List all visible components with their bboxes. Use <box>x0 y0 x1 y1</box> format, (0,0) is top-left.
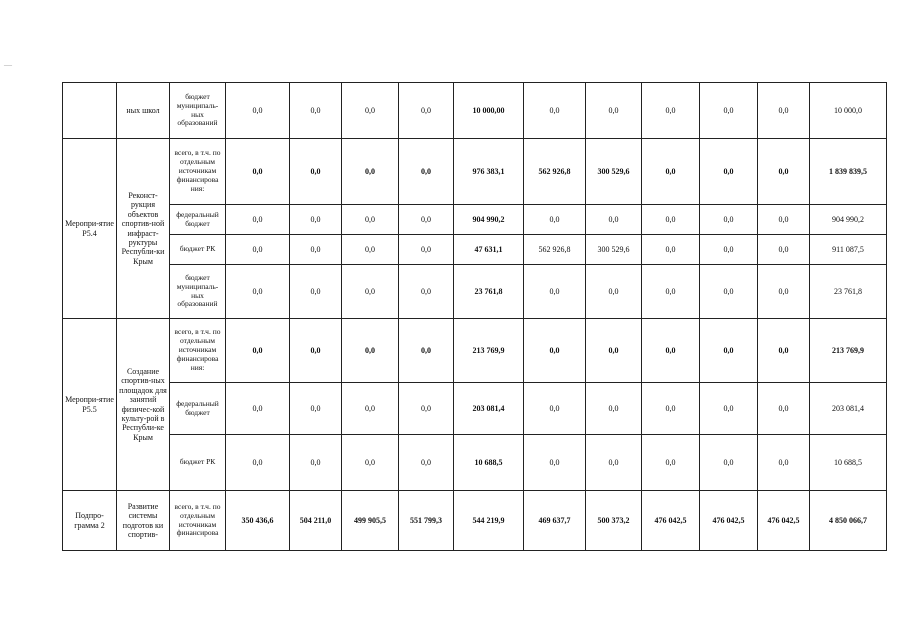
value-cell: 0,0 <box>342 435 399 491</box>
table-row <box>63 319 887 383</box>
value-cell: 0,0 <box>226 319 290 383</box>
value-cell: 0,0 <box>758 83 810 139</box>
value-cell: 0,0 <box>586 435 642 491</box>
value-cell: 0,0 <box>700 83 758 139</box>
budget-table <box>62 82 887 551</box>
table-row <box>63 491 887 551</box>
value-cell: 0,0 <box>342 383 399 435</box>
value-cell: 0,0 <box>290 383 342 435</box>
value-cell: 562 926,8 <box>524 235 586 265</box>
value-cell: 904 990,2 <box>454 205 524 235</box>
table-row <box>63 265 887 319</box>
value-cell: 203 081,4 <box>454 383 524 435</box>
value-cell: 0,0 <box>586 319 642 383</box>
value-cell: 0,0 <box>642 435 700 491</box>
activity-name-cell: Развитие системы подготов ки спортив- <box>117 491 170 551</box>
value-cell: 976 383,1 <box>454 139 524 205</box>
value-cell: 0,0 <box>586 205 642 235</box>
value-cell: 469 637,7 <box>524 491 586 551</box>
value-cell: 0,0 <box>700 265 758 319</box>
value-cell: 213 769,9 <box>810 319 887 383</box>
value-cell: 0,0 <box>642 83 700 139</box>
funding-source-cell: бюджет муниципаль-ных образований <box>170 265 226 319</box>
value-cell: 0,0 <box>399 265 454 319</box>
value-cell: 0,0 <box>226 83 290 139</box>
value-cell: 476 042,5 <box>700 491 758 551</box>
value-cell: 904 990,2 <box>810 205 887 235</box>
value-cell: 10 000,0 <box>810 83 887 139</box>
event-cell: Меропри-ятие Р5.4 <box>63 139 117 319</box>
value-cell: 0,0 <box>586 265 642 319</box>
value-cell: 0,0 <box>586 83 642 139</box>
value-cell: 0,0 <box>226 265 290 319</box>
event-cell <box>63 83 117 139</box>
value-cell: 544 219,9 <box>454 491 524 551</box>
value-cell: 0,0 <box>290 83 342 139</box>
value-cell: 0,0 <box>642 383 700 435</box>
value-cell: 0,0 <box>700 435 758 491</box>
value-cell: 476 042,5 <box>758 491 810 551</box>
value-cell: 0,0 <box>290 235 342 265</box>
value-cell: 0,0 <box>290 205 342 235</box>
value-cell: 10 000,00 <box>454 83 524 139</box>
table-row <box>63 139 887 205</box>
value-cell: 4 850 066,7 <box>810 491 887 551</box>
value-cell: 476 042,5 <box>642 491 700 551</box>
value-cell: 0,0 <box>399 139 454 205</box>
value-cell: 300 529,6 <box>586 139 642 205</box>
value-cell: 10 688,5 <box>810 435 887 491</box>
table-row <box>63 235 887 265</box>
value-cell: 0,0 <box>399 235 454 265</box>
value-cell: 0,0 <box>700 383 758 435</box>
value-cell: 0,0 <box>758 319 810 383</box>
value-cell: 300 529,6 <box>586 235 642 265</box>
value-cell: 0,0 <box>399 435 454 491</box>
funding-source-cell: федеральный бюджет <box>170 205 226 235</box>
value-cell: 0,0 <box>586 383 642 435</box>
value-cell: 1 839 839,5 <box>810 139 887 205</box>
funding-source-cell: бюджет РК <box>170 235 226 265</box>
value-cell: 0,0 <box>399 383 454 435</box>
value-cell: 562 926,8 <box>524 139 586 205</box>
value-cell: 0,0 <box>700 235 758 265</box>
value-cell: 0,0 <box>642 319 700 383</box>
value-cell: 0,0 <box>758 265 810 319</box>
value-cell: 0,0 <box>226 205 290 235</box>
value-cell: 911 087,5 <box>810 235 887 265</box>
value-cell: 0,0 <box>642 265 700 319</box>
funding-source-cell: всего, в т.ч. по отдельным источникам финансирова <box>170 491 226 551</box>
value-cell: 23 761,8 <box>810 265 887 319</box>
funding-source-cell: всего, в т.ч. по отдельным источникам финансирова ния: <box>170 319 226 383</box>
value-cell: 47 631,1 <box>454 235 524 265</box>
value-cell: 0,0 <box>290 319 342 383</box>
value-cell: 0,0 <box>700 139 758 205</box>
value-cell: 0,0 <box>642 205 700 235</box>
value-cell: 500 373,2 <box>586 491 642 551</box>
value-cell: 0,0 <box>758 235 810 265</box>
value-cell: 0,0 <box>399 83 454 139</box>
value-cell: 0,0 <box>700 319 758 383</box>
page-margin-mark: — <box>4 60 12 69</box>
value-cell: 0,0 <box>290 265 342 319</box>
funding-source-cell: бюджет РК <box>170 435 226 491</box>
value-cell: 0,0 <box>700 205 758 235</box>
value-cell: 213 769,9 <box>454 319 524 383</box>
value-cell: 0,0 <box>226 139 290 205</box>
value-cell: 0,0 <box>642 139 700 205</box>
table-row <box>63 383 887 435</box>
value-cell: 0,0 <box>642 235 700 265</box>
value-cell: 0,0 <box>524 383 586 435</box>
event-cell: Подпро-грамма 2 <box>63 491 117 551</box>
activity-name-cell: Реконст-рукция объектов спортив-ной инфраст-руктуры Республи-ки Крым <box>117 139 170 319</box>
funding-source-cell: бюджет муниципаль-ных образований <box>170 83 226 139</box>
value-cell: 0,0 <box>226 383 290 435</box>
value-cell: 0,0 <box>524 435 586 491</box>
activity-name-cell: Создание спортив-ных площадок для занятий физичес-кой культу-рой в Республи-ке Крым <box>117 319 170 491</box>
value-cell: 10 688,5 <box>454 435 524 491</box>
value-cell: 499 905,5 <box>342 491 399 551</box>
value-cell: 0,0 <box>226 235 290 265</box>
value-cell: 0,0 <box>342 265 399 319</box>
funding-source-cell: федеральный бюджет <box>170 383 226 435</box>
value-cell: 0,0 <box>524 205 586 235</box>
value-cell: 0,0 <box>399 319 454 383</box>
funding-source-cell: всего, в т.ч. по отдельным источникам финансирова ния: <box>170 139 226 205</box>
value-cell: 0,0 <box>226 435 290 491</box>
value-cell: 0,0 <box>342 235 399 265</box>
value-cell: 0,0 <box>758 383 810 435</box>
activity-name-cell: ных школ <box>117 83 170 139</box>
value-cell: 0,0 <box>524 265 586 319</box>
value-cell: 0,0 <box>342 319 399 383</box>
value-cell: 0,0 <box>290 435 342 491</box>
value-cell: 0,0 <box>342 139 399 205</box>
value-cell: 203 081,4 <box>810 383 887 435</box>
value-cell: 0,0 <box>399 205 454 235</box>
value-cell: 504 211,0 <box>290 491 342 551</box>
value-cell: 23 761,8 <box>454 265 524 319</box>
value-cell: 0,0 <box>342 83 399 139</box>
table-row <box>63 205 887 235</box>
value-cell: 0,0 <box>758 205 810 235</box>
value-cell: 0,0 <box>342 205 399 235</box>
value-cell: 0,0 <box>758 139 810 205</box>
value-cell: 0,0 <box>290 139 342 205</box>
event-cell: Меропри-ятие Р5.5 <box>63 319 117 491</box>
value-cell: 551 799,3 <box>399 491 454 551</box>
table-row <box>63 83 887 139</box>
value-cell: 350 436,6 <box>226 491 290 551</box>
value-cell: 0,0 <box>524 83 586 139</box>
table-row <box>63 435 887 491</box>
value-cell: 0,0 <box>758 435 810 491</box>
value-cell: 0,0 <box>524 319 586 383</box>
